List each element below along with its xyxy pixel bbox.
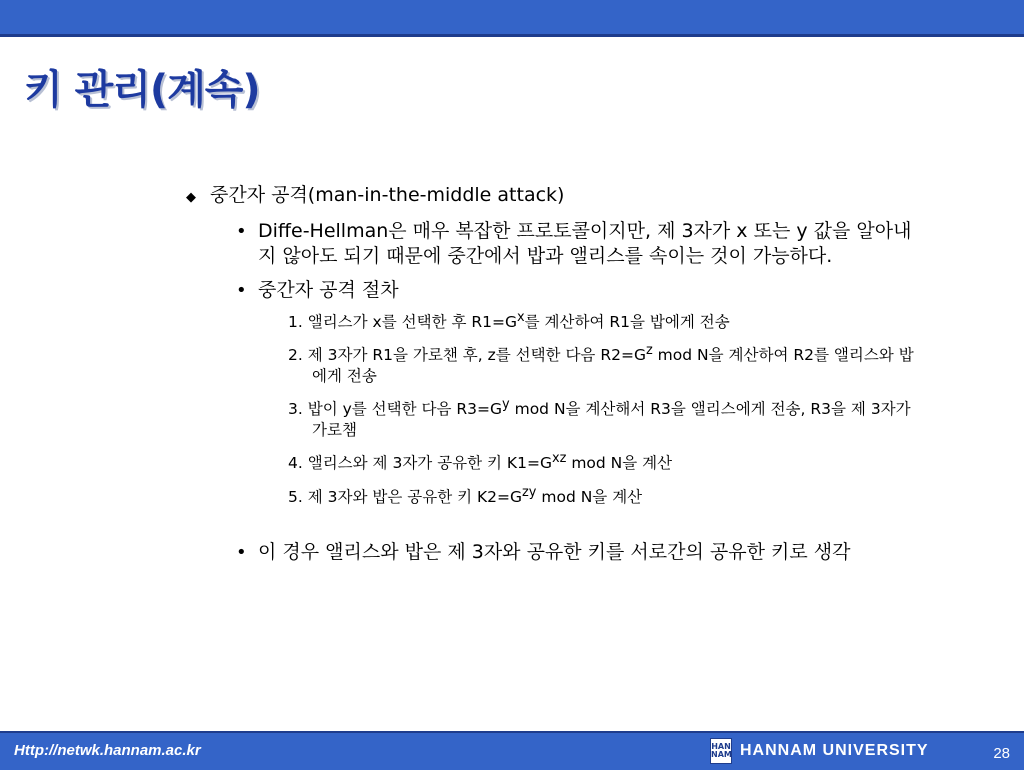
- step-item: [288, 482, 928, 508]
- step-text: 앨리스가 x를 선택한 후 R1=G: [307, 313, 518, 332]
- step-text-rest: mod N을 계산: [536, 487, 643, 506]
- step-text-rest: mod N을 계산해서 R3을 앨리스에게 전송, R3을 제 3자가 가로챔: [312, 400, 911, 440]
- sub-bullet-1: [236, 219, 931, 269]
- dot-bullet-icon: •: [236, 541, 247, 563]
- step-exponent: xz: [551, 451, 567, 467]
- top-bar: [0, 0, 1024, 37]
- step-item: [288, 448, 928, 474]
- sub-bullet-1-text: Diffe-Hellman은 매우 복잡한 프로토콜이지만, 제 3자가 x 또는 y 값을 알아내지 않아도 되기 때문에 중간에서 밥과 앨리스를 속이는 것이 가능하다.: [258, 220, 912, 267]
- sub-bullet-3-text: 이 경우 앨리스와 밥은 제 3자와 공유한 키를 서로간의 공유한 키로 생각: [258, 540, 851, 563]
- page-number: 28: [993, 745, 1010, 762]
- bullet-main: [186, 183, 931, 210]
- procedure-steps: [288, 307, 928, 508]
- sub-bullet-2-text: 중간자 공격 절차: [258, 279, 399, 301]
- dot-bullet-icon: •: [236, 221, 247, 242]
- slide-title: 키 관리(계속): [24, 67, 260, 113]
- step-exponent: x: [517, 310, 525, 325]
- sub-bullet-2: [236, 278, 931, 303]
- step-number: 4.: [288, 454, 303, 473]
- step-item: [288, 340, 928, 387]
- step-item: [288, 394, 928, 441]
- step-number: 2.: [288, 346, 303, 365]
- bullet-main-text: 중간자 공격(man-in-the-middle attack): [210, 184, 565, 206]
- step-exponent: y: [502, 397, 510, 413]
- university-name: HANNAM UNIVERSITY: [740, 742, 929, 759]
- step-text: 밥이 y를 선택한 다음 R3=G: [307, 400, 503, 419]
- slide-content: [186, 183, 931, 565]
- step-number: 3.: [288, 400, 303, 419]
- step-exponent: zy: [522, 484, 537, 500]
- sub-bullet-3: [236, 540, 931, 565]
- footer-url[interactable]: Http://netwk.hannam.ac.kr: [14, 742, 201, 759]
- step-text: 제 3자가 R1을 가로챈 후, z를 선택한 다음 R2=G: [307, 346, 646, 365]
- step-text: 제 3자와 밥은 공유한 키 K2=G: [307, 487, 523, 506]
- step-text: 앨리스와 제 3자가 공유한 키 K1=G: [307, 454, 552, 473]
- step-text-rest: 를 계산하여 R1을 밥에게 전송: [524, 313, 730, 332]
- step-exponent: z: [645, 343, 653, 359]
- step-number: 5.: [288, 487, 303, 506]
- step-item: [288, 307, 928, 333]
- footer-bar: [0, 731, 1024, 770]
- diamond-bullet-icon: ◆: [186, 190, 196, 205]
- university-logo-icon: HAN NAM: [710, 738, 732, 764]
- step-number: 1.: [288, 313, 303, 332]
- step-text-rest: mod N을 계산하여 R2를 앨리스와 밥에게 전송: [312, 346, 914, 386]
- dot-bullet-icon: •: [236, 280, 247, 301]
- step-text-rest: mod N을 계산: [566, 454, 673, 473]
